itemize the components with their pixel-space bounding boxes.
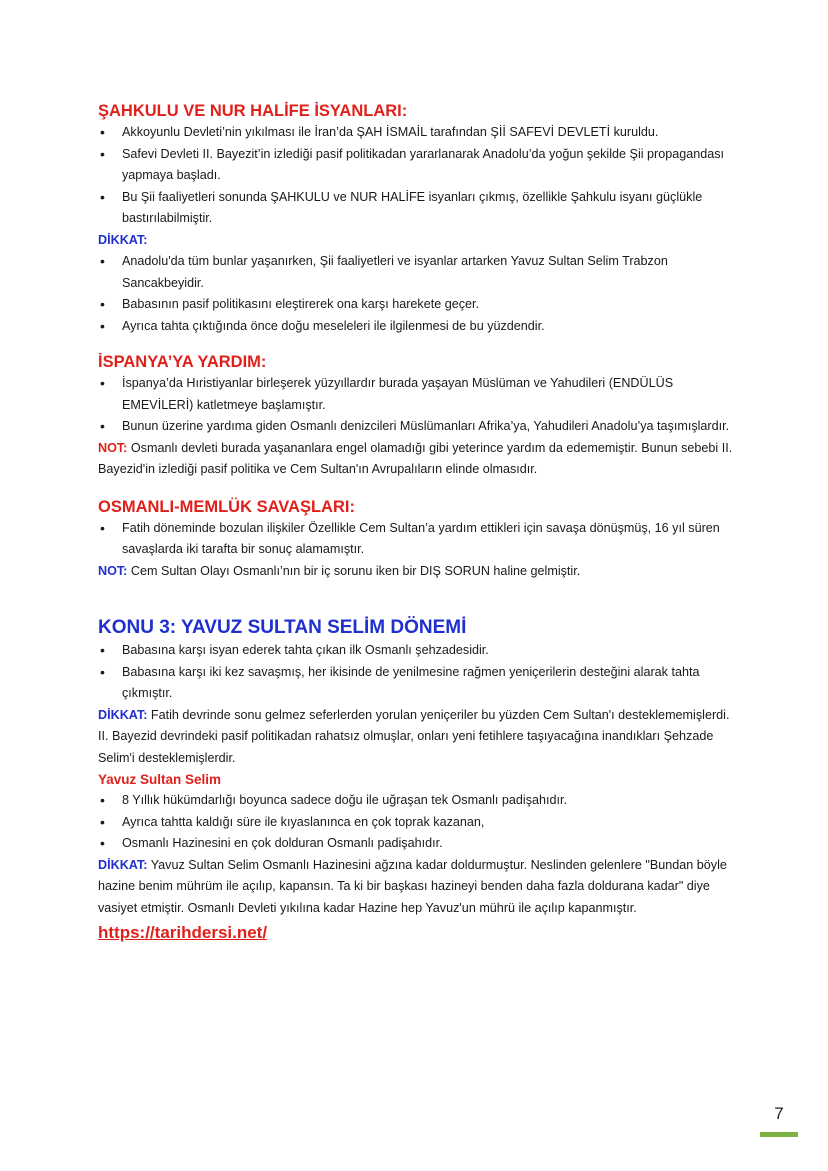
list-item: • 8 Yıllık hükümdarlığı boyunca sadece doğu ile uğraşan tek Osmanlı padişahıdır. (98, 790, 738, 812)
page-number-bar (760, 1132, 798, 1137)
list-item: • Safevi Devleti II. Bayezit’in izlediği pasif politikadan yararlanarak Anadolu’da yoğun şekilde Şii propagandası yapmaya başladı. (98, 144, 738, 187)
dikkat-label: DİKKAT: (98, 232, 148, 247)
list-item: • Fatih döneminde bozulan ilişkiler Özellikle Cem Sultan’a yardım ettikleri için savaşa dönüşmüş, 16 yıl süren savaşlarda iki tarafta bir sonuç alamamıştır. (98, 518, 738, 561)
dikkat-bullets (98, 251, 738, 337)
section-title-memluk: OSMANLI-MEMLÜK SAVAŞLARI: (98, 497, 355, 516)
memluk-note: NOT: Cem Sultan Olayı Osmanlı’nın bir iç sorunu iken bir DIŞ SORUN haline gelmiştir. (98, 563, 581, 578)
yavuz-note-1: DİKKAT: Fatih devrinde sonu gelmez seferlerden yorulan yeniçeriler bu yüzden Cem Sultan'ı desteklememişlerdi. II. Bayezid devrindeki pasif politikadan rahatsız olmuşlar, onları yeni fetihlere taşıyacağına inandıkları Şehzade Selim'i desteklemişlerdir. (98, 707, 730, 765)
ispanya-bullets (98, 373, 738, 438)
list-item: • İspanya’da Hıristiyanlar birleşerek yüzyıllardır burada yaşayan Müslüman ve Yahudileri (ENDÜLÜS EMEVİLERİ) katletmeye başlamıştır. (98, 373, 738, 416)
list-item: • Babasına karşı isyan ederek tahta çıkan ilk Osmanlı şehzadesidir. (98, 640, 738, 662)
memluk-bullets (98, 518, 738, 561)
page-number: 7 (774, 1104, 784, 1123)
list-item: • Anadolu'da tüm bunlar yaşanırken, Şii faaliyetleri ve isyanlar artarken Yavuz Sultan Selim Trabzon Sancakbeyidir. (98, 251, 738, 294)
yavuz-note-2: DİKKAT: Yavuz Sultan Selim Osmanlı Hazinesini ağzına kadar doldurmuştur. Neslinden gelenlere "Bundan böyle hazine benim mührüm ile açılıp, kapansın. Ta ki bir başkası hazineyi benden daha fazla doldurana kadar" diye vasiyet etmiştir. Osmanlı Devleti yıkılına kadar Hazine hep Yavuz'un mührü ile açılıp kapanmıştır. (98, 857, 727, 915)
list-item: • Babasına karşı iki kez savaşmış, her ikisinde de yenilmesine rağmen yeniçerilerin desteğini alarak tahta çıkmıştır. (98, 662, 738, 705)
list-item: • Ayrıca tahta çıktığında önce doğu meseleleri ile ilgilenmesi de bu yüzdendir. (98, 316, 738, 338)
sahkulu-bullets (98, 122, 738, 230)
yavuz-bullets (98, 640, 738, 705)
ispanya-note: NOT: Osmanlı devleti burada yaşananlara engel olamadığı gibi yeterince yardım da edememiştir. Bunun sebebi II. Bayezid'in izlediği pasif politika ve Cem Sultan'ın Avrupalıların elinde olmasıdır. (98, 440, 733, 476)
document-page (98, 100, 738, 945)
website-link[interactable]: https://tarihdersi.net/ (98, 923, 268, 942)
chapter-title: KONU 3: YAVUZ SULTAN SELİM DÖNEMİ (98, 617, 467, 638)
list-item: • Ayrıca tahtta kaldığı süre ile kıyaslanınca en çok toprak kazanan, (98, 812, 738, 834)
yavuz-bullets-2 (98, 790, 738, 855)
subtitle-yavuz: Yavuz Sultan Selim (98, 772, 222, 787)
list-item: • Bunun üzerine yardıma giden Osmanlı denizcileri Müslümanları Afrika’ya, Yahudileri Anadolu’ya taşımışlardır. (98, 416, 738, 438)
list-item: • Bu Şii faaliyetleri sonunda ŞAHKULU ve NUR HALİFE isyanları çıkmış, özellikle Şahkulu isyanı güçlükle bastırılabilmiştir. (98, 187, 738, 230)
section-title-ispanya: İSPANYA’YA YARDIM: (98, 353, 267, 371)
section-title-sahkulu: ŞAHKULU VE NUR HALİFE İSYANLARI: (98, 102, 408, 120)
list-item: • Babasının pasif politikasını eleştirerek ona karşı harekete geçer. (98, 294, 738, 316)
list-item: • Akkoyunlu Devleti’nin yıkılması ile İran’da ŞAH İSMAİL tarafından Şİİ SAFEVİ DEVLETİ kuruldu. (98, 122, 738, 144)
list-item: • Osmanlı Hazinesini en çok dolduran Osmanlı padişahıdır. (98, 833, 738, 855)
